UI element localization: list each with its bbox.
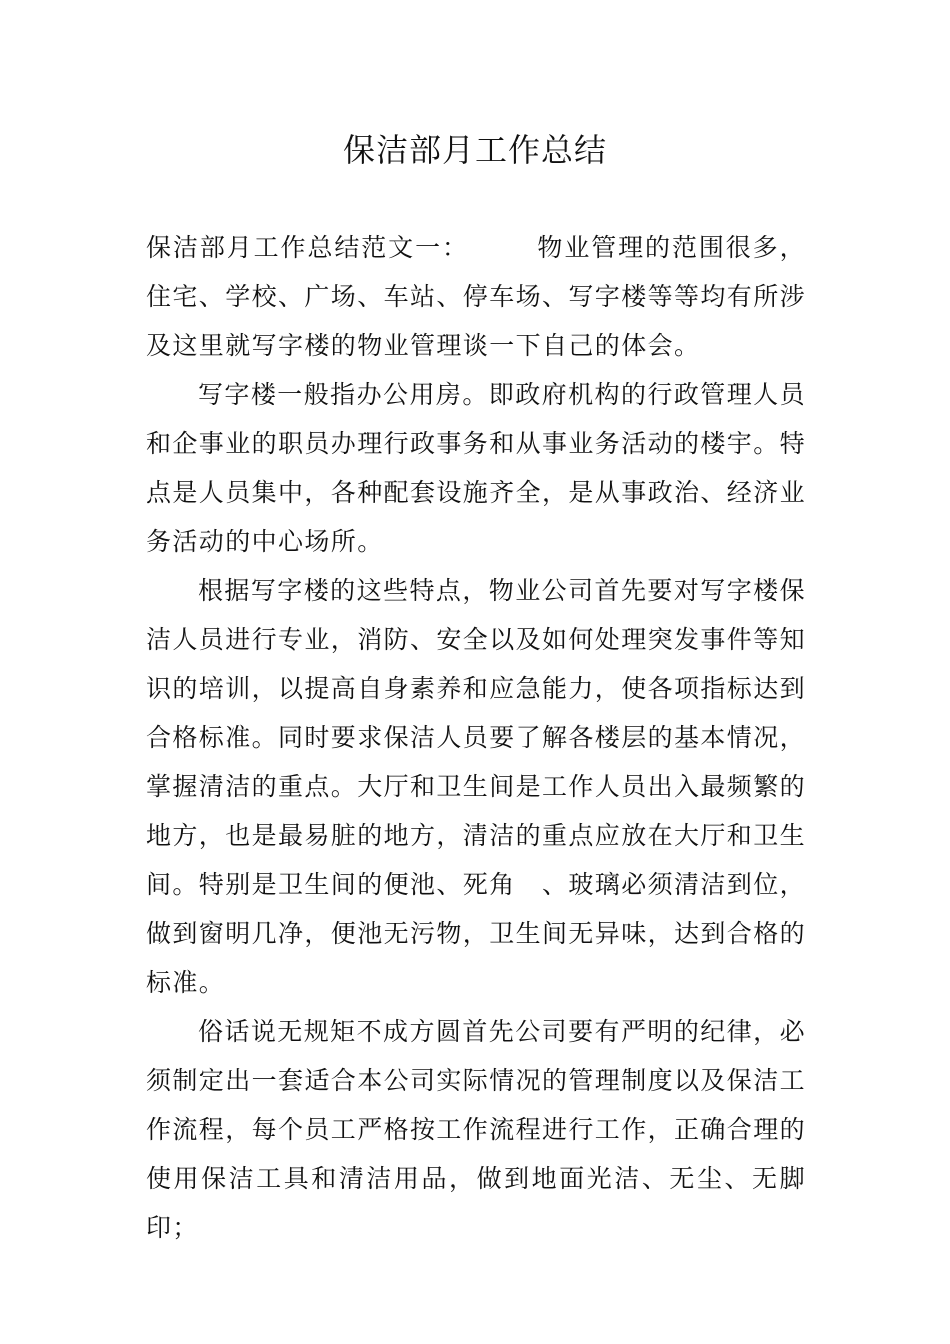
paragraph-rules-and-process: 俗话说无规矩不成方圆首先公司要有严明的纪律，必须制定出一套适合本公司实际情况的管理制度以及保洁工作流程，每个员工严格按工作流程进行工作，正确合理的使用保洁工具和清洁用品，做到地面光洁、无尘、无脚印；	[146, 1017, 807, 1242]
intro-label: 保洁部月工作总结范文一：	[146, 233, 469, 262]
document-title: 保洁部月工作总结	[342, 131, 607, 169]
paragraph-training-and-focus: 根据写字楼的这些特点，物业公司首先要对写字楼保洁人员进行专业，消防、安全以及如何处理突发事件等知识的培训，以提高自身素养和应急能力，使各项指标达到合格标准。同时要求保洁人员要了解各楼层的基本情况，掌握清洁的重点。大厅和卫生间是工作人员出入最频繁的地方，也是最易脏的地方，清洁的重点应放在大厅和卫生间。特别是卫生间的便池、死角 、玻璃必须清洁到位，做到窗明几净，便池无污物，卫生间无异味，达到合格的标准。	[146, 576, 807, 997]
document-body	[146, 223, 806, 1252]
intro-text: 物业管理的范围很多，住宅、学校、广场、车站、停车场、写字楼等等均有所涉及这里就写字楼的物业管理谈一下自己的体会。	[146, 233, 807, 360]
paragraph-office-building: 写字楼一般指办公用房。即政府机构的行政管理人员和企事业的职员办理行政事务和从事业务活动的楼宇。特点是人员集中，各种配套设施齐全，是从事政治、经济业务活动的中心场所。	[146, 380, 807, 556]
intro-paragraph	[146, 223, 806, 370]
